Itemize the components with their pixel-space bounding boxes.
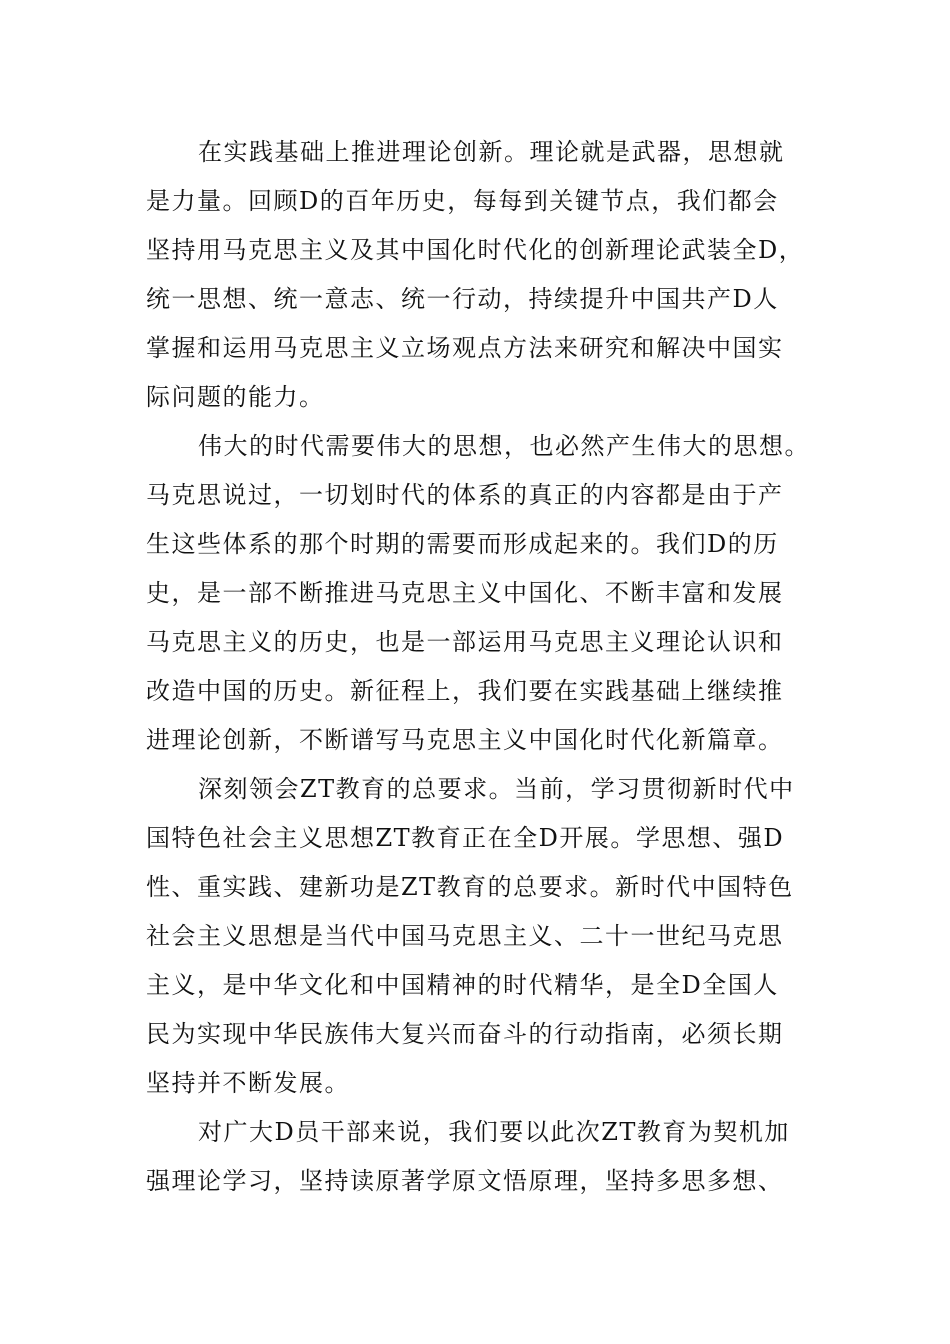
paragraph-3-line-2: 国特色社会主义思想ZT教育正在全D开展。学思想、强D [146,824,785,852]
paragraph-1-line-2: 是力量。回顾D的百年历史，每每到关键节点，我们都会 [146,187,779,215]
paragraph-1-line-1: 在实践基础上推进理论创新。理论就是武器，思想就 [198,138,785,166]
paragraph-2-line-4: 史，是一部不断推进马克思主义中国化、不断丰富和发展 [146,579,784,607]
paragraph-2-line-5: 马克思主义的历史，也是一部运用马克思主义理论认识和 [146,628,784,656]
paragraph-2-line-3: 生这些体系的那个时期的需要而形成起来的。我们D的历 [146,530,779,558]
paragraph-3-line-7: 坚持并不断发展。 [146,1069,350,1097]
paragraph-3-line-1: 深刻领会ZT教育的总要求。当前，学习贯彻新时代中 [198,775,795,803]
paragraph-1-line-5: 掌握和运用马克思主义立场观点方法来研究和解决中国实 [146,334,784,362]
paragraph-2-line-1: 伟大的时代需要伟大的思想，也必然产生伟大的思想。 [198,432,810,460]
paragraph-1-line-6: 际问题的能力。 [146,383,325,411]
document-body [146,128,810,1206]
paragraph-1-line-4: 统一思想、统一意志、统一行动，持续提升中国共产D人 [146,285,779,313]
paragraph-3-line-4: 社会主义思想是当代中国马克思主义、二十一世纪马克思 [146,922,784,950]
paragraph-2-line-7: 进理论创新，不断谱写马克思主义中国化时代化新篇章。 [146,726,784,754]
paragraph-3-line-5: 主义，是中华文化和中国精神的时代精华，是全D全国人 [146,971,779,999]
paragraph-4-line-1: 对广大D员干部来说，我们要以此次ZT教育为契机加 [198,1118,790,1146]
paragraph-1-line-3: 坚持用马克思主义及其中国化时代化的创新理论武装全D， [146,236,805,264]
paragraph-2-line-6: 改造中国的历史。新征程上，我们要在实践基础上继续推 [146,677,784,705]
paragraph-3-line-6: 民为实现中华民族伟大复兴而奋斗的行动指南，必须长期 [146,1020,784,1048]
paragraph-4-line-2: 强理论学习，坚持读原著学原文悟原理，坚持多思多想、 [146,1167,784,1195]
paragraph-2-line-2: 马克思说过，一切划时代的体系的真正的内容都是由于产 [146,481,784,509]
paragraph-3-line-3: 性、重实践、建新功是ZT教育的总要求。新时代中国特色 [146,873,794,901]
